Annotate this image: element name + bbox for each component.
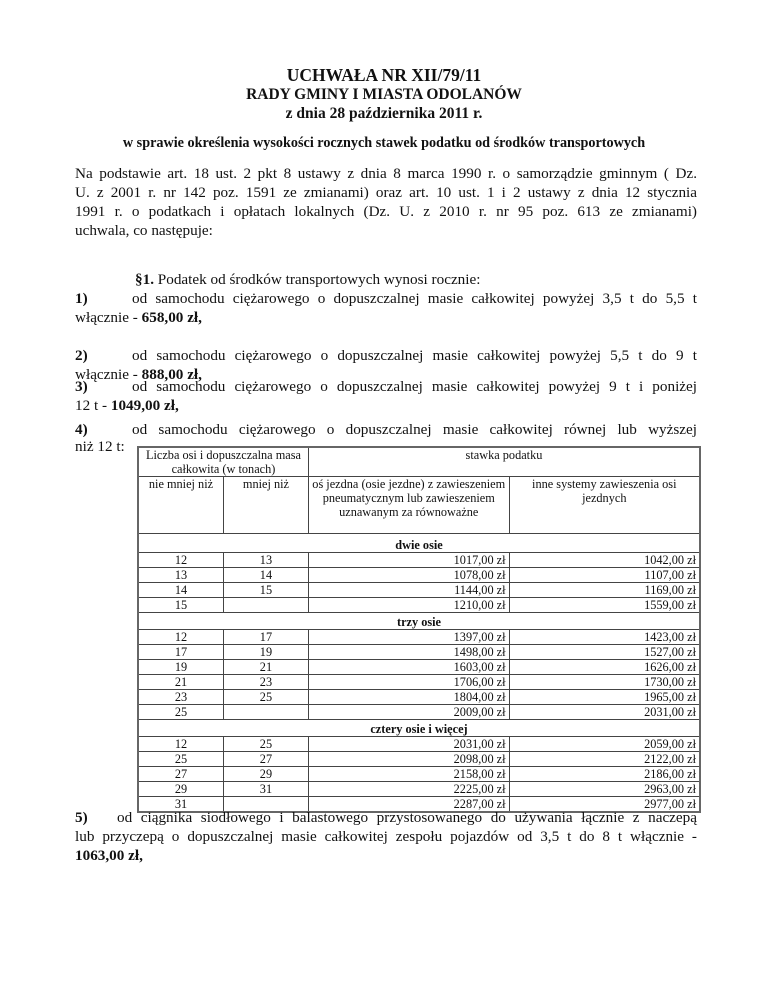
item-text-cont: włącznie - xyxy=(75,366,142,383)
table-row xyxy=(138,752,700,767)
cell-rate-pneumatic: 2225,00 zł xyxy=(308,782,509,797)
group-label-four-plus-axles: cztery osie i więcej xyxy=(138,720,700,737)
cell-rate-other: 1559,00 zł xyxy=(509,598,700,613)
cell-min: 12 xyxy=(138,630,223,645)
cell-max xyxy=(223,705,308,720)
cell-rate-other: 2186,00 zł xyxy=(509,767,700,782)
cell-rate-pneumatic: 2158,00 zł xyxy=(308,767,509,782)
cell-rate-other: 2963,00 zł xyxy=(509,782,700,797)
item-text-cont: niż 12 t: xyxy=(75,438,125,455)
cell-min: 21 xyxy=(138,675,223,690)
item-5 xyxy=(75,808,697,865)
resolution-number: UCHWAŁA NR XII/79/11 xyxy=(286,65,482,85)
cell-rate-other: 1626,00 zł xyxy=(509,660,700,675)
cell-rate-pneumatic: 1078,00 zł xyxy=(308,568,509,583)
cell-rate-other: 2059,00 zł xyxy=(509,737,700,752)
resolution-header xyxy=(0,65,768,123)
item-text: od samochodu ciężarowego o dopuszczalnej masie całkowitej powyżej 9 t i poniżej xyxy=(132,378,697,395)
item-number: 3) xyxy=(75,378,88,395)
cell-min: 29 xyxy=(138,782,223,797)
item-number: 5) xyxy=(75,809,88,826)
cell-min: 12 xyxy=(138,553,223,568)
cell-rate-pneumatic: 1144,00 zł xyxy=(308,583,509,598)
cell-max: 17 xyxy=(223,630,308,645)
cell-max: 15 xyxy=(223,583,308,598)
cell-min: 17 xyxy=(138,645,223,660)
item-1 xyxy=(75,289,697,327)
cell-min: 31 xyxy=(138,797,223,813)
cell-min: 25 xyxy=(138,705,223,720)
table-row xyxy=(138,767,700,782)
table-subheader-row xyxy=(138,477,700,534)
table-row xyxy=(138,553,700,568)
cell-rate-other: 1965,00 zł xyxy=(509,690,700,705)
table-header-row xyxy=(138,447,700,477)
resolution-date: z dnia 28 października 2011 r. xyxy=(285,105,483,122)
item-text-cont: 12 t - xyxy=(75,397,111,414)
table-row xyxy=(138,675,700,690)
cell-max: 31 xyxy=(223,782,308,797)
cell-rate-pneumatic: 1603,00 zł xyxy=(308,660,509,675)
table-row xyxy=(138,705,700,720)
cell-rate-pneumatic: 2098,00 zł xyxy=(308,752,509,767)
item-text-cont: lub przyczepą o dopuszczalnej masie całkowitej zespołu pojazdów od 3,5 t do 8 t włącznie - xyxy=(75,828,697,845)
cell-rate-pneumatic: 2287,00 zł xyxy=(308,797,509,813)
group-label-two-axles: dwie osie xyxy=(138,534,700,553)
item-text-cont: włącznie - xyxy=(75,309,142,326)
group-label-three-axles: trzy osie xyxy=(138,613,700,630)
cell-rate-pneumatic: 2009,00 zł xyxy=(308,705,509,720)
item-amount: 658,00 zł, xyxy=(141,309,202,326)
item-number: 1) xyxy=(75,290,88,307)
cell-min: 12 xyxy=(138,737,223,752)
cell-rate-other: 1527,00 zł xyxy=(509,645,700,660)
header-not-less-than: nie mniej niż xyxy=(138,477,223,534)
item-amount: 888,00 zł, xyxy=(141,366,202,383)
table-row xyxy=(138,645,700,660)
resolution-subject: w sprawie określenia wysokości rocznych stawek podatku od środków transportowych xyxy=(122,135,646,151)
cell-min: 25 xyxy=(138,752,223,767)
cell-min: 13 xyxy=(138,568,223,583)
header-other-suspension: inne systemy zawieszenia osi jezdnych xyxy=(509,477,700,534)
cell-min: 23 xyxy=(138,690,223,705)
cell-max: 19 xyxy=(223,645,308,660)
cell-rate-other: 1042,00 zł xyxy=(509,553,700,568)
cell-rate-pneumatic: 1498,00 zł xyxy=(308,645,509,660)
cell-rate-pneumatic: 1017,00 zł xyxy=(308,553,509,568)
table-row xyxy=(138,660,700,675)
cell-rate-other: 2977,00 zł xyxy=(509,797,700,813)
item-3 xyxy=(75,377,697,415)
table-row xyxy=(138,630,700,645)
cell-rate-pneumatic: 1397,00 zł xyxy=(308,630,509,645)
cell-max: 13 xyxy=(223,553,308,568)
cell-max: 14 xyxy=(223,568,308,583)
cell-rate-other: 1169,00 zł xyxy=(509,583,700,598)
cell-min: 15 xyxy=(138,598,223,613)
cell-max: 23 xyxy=(223,675,308,690)
section-1-heading xyxy=(75,270,697,289)
item-amount: 1049,00 zł, xyxy=(110,397,179,414)
cell-rate-pneumatic: 1804,00 zł xyxy=(308,690,509,705)
cell-min: 27 xyxy=(138,767,223,782)
table-row xyxy=(138,583,700,598)
legal-basis-line: 1991 r. o podatkach i opłatach lokalnych (Dz. U. z 2010 r. nr 95 poz. 613 ze zmianami) xyxy=(75,203,697,220)
item-text: od samochodu ciężarowego o dopuszczalnej masie całkowitej powyżej 5,5 t do 9 t xyxy=(132,347,697,364)
cell-rate-pneumatic: 2031,00 zł xyxy=(308,737,509,752)
cell-max: 29 xyxy=(223,767,308,782)
cell-min: 14 xyxy=(138,583,223,598)
group-row xyxy=(138,720,700,737)
table-row xyxy=(138,598,700,613)
header-pneumatic-suspension: oś jezdna (osie jezdne) z zawieszeniem pneumatycznym lub zawieszeniem uznawanym za równoważne xyxy=(308,477,509,534)
item-text: od ciągnika siodłowego i balastowego przystosowanego do używania łącznie z naczepą xyxy=(117,809,697,826)
cell-max: 25 xyxy=(223,737,308,752)
table-row xyxy=(138,737,700,752)
legal-basis-line: uchwala, co następuje: xyxy=(75,222,213,239)
header-tax-rate: stawka podatku xyxy=(308,447,700,477)
cell-max: 27 xyxy=(223,752,308,767)
cell-max: 21 xyxy=(223,660,308,675)
item-number: 4) xyxy=(75,421,88,438)
header-less-than: mniej niż xyxy=(223,477,308,534)
item-text: od samochodu ciężarowego o dopuszczalnej masie całkowitej powyżej 3,5 t do 5,5 t xyxy=(132,290,697,307)
cell-min: 19 xyxy=(138,660,223,675)
table-row xyxy=(138,568,700,583)
tax-rate-table xyxy=(137,446,701,813)
cell-rate-other: 1107,00 zł xyxy=(509,568,700,583)
cell-max xyxy=(223,598,308,613)
cell-rate-other: 1423,00 zł xyxy=(509,630,700,645)
legal-basis-paragraph xyxy=(75,164,697,240)
cell-rate-other: 1730,00 zł xyxy=(509,675,700,690)
header-axles-mass: Liczba osi i dopuszczalna masa całkowita (w tonach) xyxy=(138,447,308,477)
cell-rate-other: 2031,00 zł xyxy=(509,705,700,720)
council-name: RADY GMINY I MIASTA ODOLANÓW xyxy=(246,86,522,103)
table-row xyxy=(138,782,700,797)
cell-rate-pneumatic: 1210,00 zł xyxy=(308,598,509,613)
cell-rate-other: 2122,00 zł xyxy=(509,752,700,767)
section-label: §1. xyxy=(135,271,154,288)
group-row xyxy=(138,534,700,553)
cell-rate-pneumatic: 1706,00 zł xyxy=(308,675,509,690)
section-text: Podatek od środków transportowych wynosi rocznie: xyxy=(157,271,481,288)
cell-max: 25 xyxy=(223,690,308,705)
table-row xyxy=(138,690,700,705)
legal-basis-line: U. z 2001 r. nr 142 poz. 1591 ze zmianami) oraz art. 10 ust. 1 i 2 ustawy z dnia 12 stycznia xyxy=(75,184,697,201)
group-row xyxy=(138,613,700,630)
legal-basis-line: Na podstawie art. 18 ust. 2 pkt 8 ustawy z dnia 8 marca 1990 r. o samorządzie gminnym ( Dz. xyxy=(75,165,697,182)
item-amount: 1063,00 zł, xyxy=(75,847,143,864)
item-number: 2) xyxy=(75,347,88,364)
item-text: od samochodu ciężarowego o dopuszczalnej masie całkowitej równej lub wyższej xyxy=(132,421,697,438)
